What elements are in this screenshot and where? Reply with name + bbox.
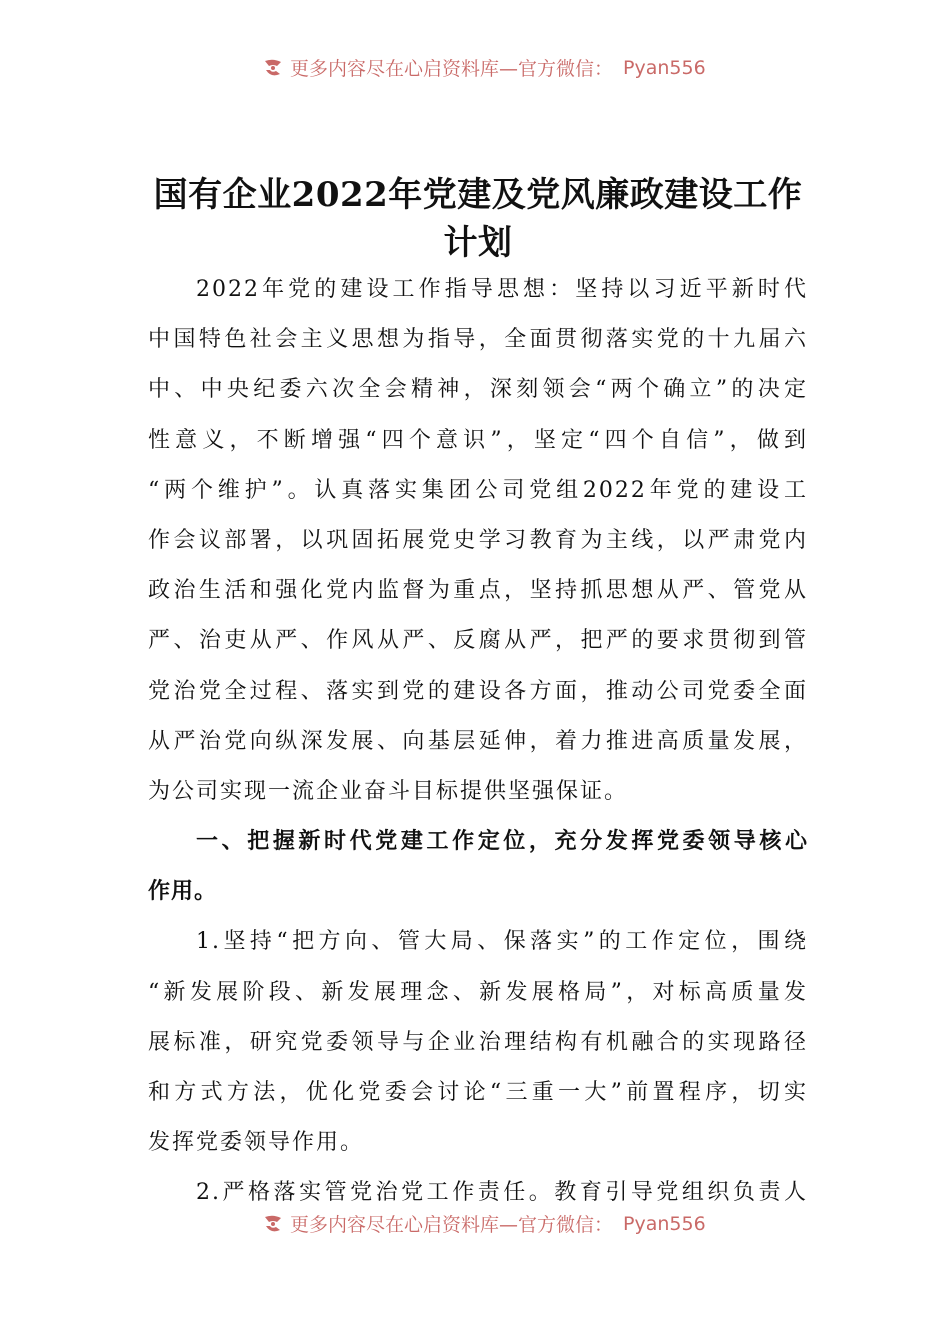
heading-line: 一、把握新时代党建工作定位，充分发挥党委领导核心	[196, 829, 808, 855]
text-line: 发挥党委领导作用。	[148, 1130, 365, 1156]
text-line: 1.坚持“把方向、管大局、保落实”的工作定位，围绕	[196, 929, 808, 955]
document-body	[148, 272, 808, 1226]
text-line: 政治生活和强化党内监督为重点，坚持抓思想从严、管党从	[148, 578, 808, 604]
text-line: 为公司实现一流企业奋斗目标提供坚强保证。	[148, 778, 629, 804]
paragraph-item-1	[148, 924, 808, 1175]
text-line: “新发展阶段、新发展理念、新发展格局”，对标高质量发	[148, 979, 808, 1005]
document-title-line-1: 国有企业2022年党建及党风廉政建设工作	[153, 175, 803, 215]
watermark-text: 更多内容尽在心启资料库—官方微信：	[290, 58, 614, 80]
text-line: 展标准，研究党委领导与企业治理结构有机融合的实现路径	[148, 1029, 808, 1055]
heading-line: 作用。	[148, 879, 218, 905]
watermark-text: 更多内容尽在心启资料库—官方微信：	[290, 1214, 614, 1236]
watermark-bottom	[0, 1208, 950, 1236]
watermark-top	[0, 58, 950, 86]
logo-icon	[262, 1213, 284, 1235]
text-line: 从严治党向纵深发展、向基层延伸，着力推进高质量发展，	[148, 728, 808, 754]
text-line: 中、中央纪委六次全会精神，深刻领会“两个确立”的决定	[148, 377, 808, 403]
section-heading-1	[148, 824, 808, 924]
logo-icon	[262, 58, 284, 79]
paragraph-guiding-thought	[148, 272, 808, 824]
text-line: 和方式方法，优化党委会讨论“三重一大”前置程序，切实	[148, 1080, 808, 1105]
watermark-id: Pyan556	[623, 58, 706, 79]
text-line: 2.严格落实管党治党工作责任。教育引导党组织负责人	[196, 1180, 808, 1206]
text-line: 作会议部署，以巩固拓展党史学习教育为主线，以严肃党内	[148, 527, 808, 553]
document-title-line-2: 计划	[443, 223, 513, 263]
text-line: 严、治吏从严、作风从严、反腐从严，把严的要求贯彻到管	[148, 628, 808, 654]
text-line: “两个维护”。认真落实集团公司党组2022年党的建设工	[148, 477, 808, 503]
text-line: 2022年党的建设工作指导思想：坚持以习近平新时代	[196, 277, 808, 302]
text-line: 中国特色社会主义思想为指导，全面贯彻落实党的十九届六	[148, 327, 808, 353]
text-line: 性意义，不断增强“四个意识”，坚定“四个自信”，做到	[148, 427, 808, 453]
text-line: 党治党全过程、落实到党的建设各方面，推动公司党委全面	[148, 678, 808, 704]
watermark-id: Pyan556	[623, 1212, 706, 1235]
